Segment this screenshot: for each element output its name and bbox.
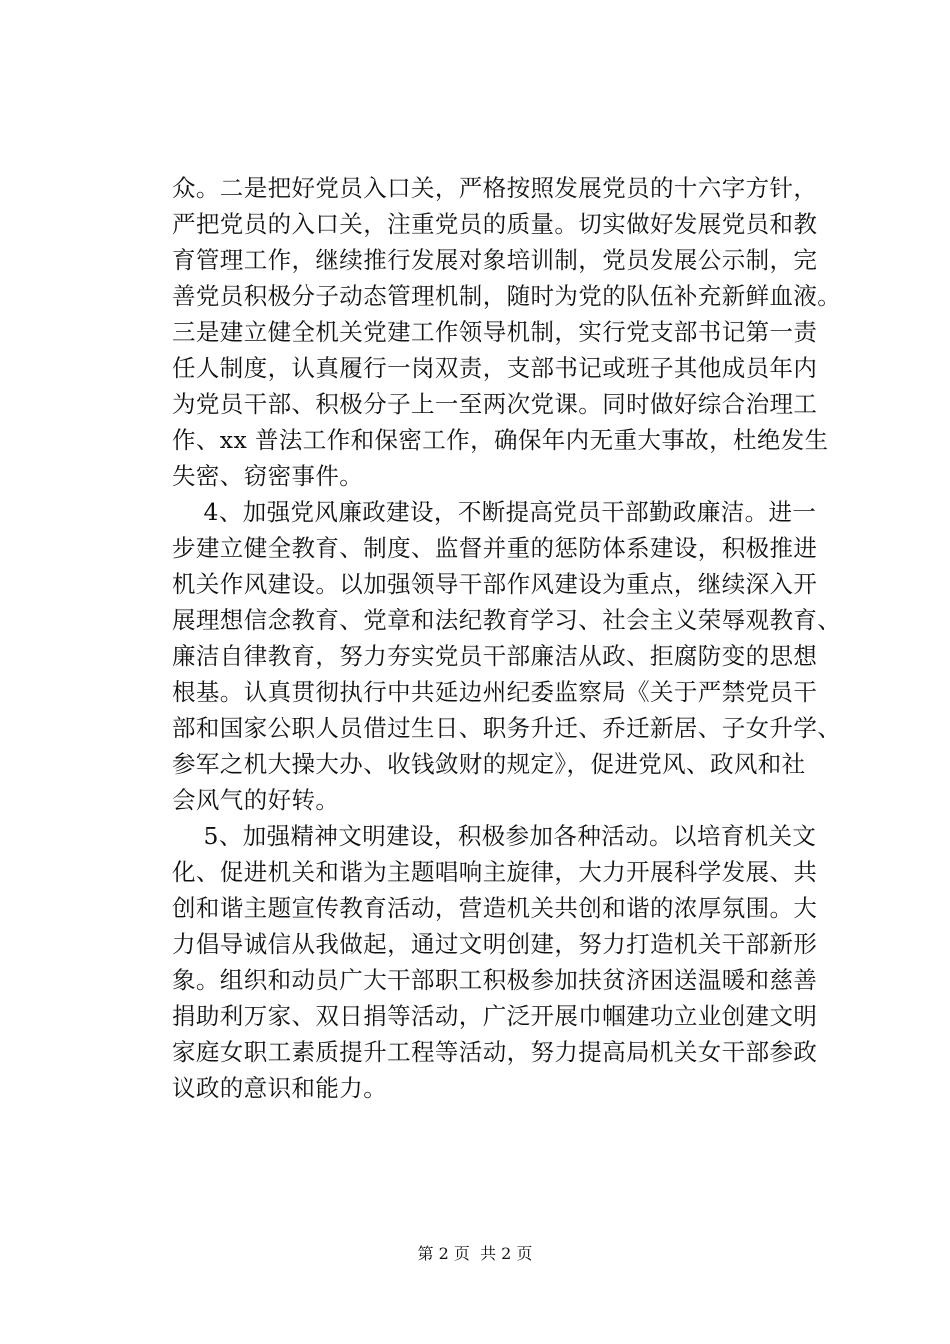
text-line: 家庭女职工素质提升工程等活动，努力提高局机关女干部参政 [172, 1038, 818, 1066]
text-line: 作、xx 普法工作和保密工作，确保年内无重大事故，杜绝发生 [172, 426, 829, 454]
text-line: 根基。认真贯彻执行中共延边州纪委监察局《关于严禁党员干 [172, 678, 818, 706]
text-line: 步建立健全教育、制度、监督并重的惩防体系建设，积极推进 [172, 534, 818, 562]
text-line: 廉洁自律教育，努力夯实党员干部廉洁从政、拒腐防变的思想 [172, 642, 818, 670]
text-line: 善党员积极分子动态管理机制，随时为党的队伍补充新鲜血液。 [172, 282, 842, 310]
text-line: 机关作风建设。以加强领导干部作风建设为重点，继续深入开 [172, 570, 818, 598]
text-line: 会风气的好转。 [172, 786, 340, 814]
text-line: 任人制度，认真履行一岗双责，支部书记或班子其他成员年内 [172, 354, 818, 382]
text-line: 部和国家公职人员借过生日、职务升迁、乔迁新居、子女升学、 [172, 714, 842, 742]
text-line: 象。组织和动员广大干部职工积极参加扶贫济困送温暖和慈善 [172, 966, 818, 994]
text-line: 严把党员的入口关，注重党员的质量。切实做好发展党员和教 [172, 210, 818, 238]
text-line: 参军之机大操大办、收钱敛财的规定》，促进党风、政风和社 [172, 750, 806, 778]
text-line: 创和谐主题宣传教育活动，营造机关共创和谐的浓厚氛围。大 [172, 894, 818, 922]
text-line: 三是建立健全机关党建工作领导机制，实行党支部书记第一责 [172, 318, 818, 346]
text-line: 众。二是把好党员入口关，严格按照发展党员的十六字方针， [172, 174, 818, 202]
text-line: 展理想信念教育、党章和法纪教育学习、社会主义荣辱观教育、 [172, 606, 842, 634]
text-line: 议政的意识和能力。 [172, 1074, 388, 1102]
page-number-footer: 第 2 页 共 2 页 [417, 1244, 533, 1263]
paragraph-4-first-line: 4、加强党风廉政建设，不断提高党员干部勤政廉洁。进一 [172, 498, 817, 526]
paragraph-5-first-line: 5、加强精神文明建设，积极参加各种活动。以培育机关文 [172, 822, 817, 850]
text-line: 失密、窃密事件。 [172, 462, 364, 490]
text-line: 力倡导诚信从我做起，通过文明创建，努力打造机关干部新形 [172, 930, 818, 958]
text-line: 育管理工作，继续推行发展对象培训制，党员发展公示制，完 [172, 246, 818, 274]
text-line: 为党员干部、积极分子上一至两次党课。同时做好综合治理工 [172, 390, 818, 418]
text-line: 化、促进机关和谐为主题唱响主旋律，大力开展科学发展、共 [172, 858, 818, 886]
body-text [172, 170, 842, 1106]
text-line: 捐助利万家、双日捐等活动，广泛开展巾帼建功立业创建文明 [172, 1002, 818, 1030]
